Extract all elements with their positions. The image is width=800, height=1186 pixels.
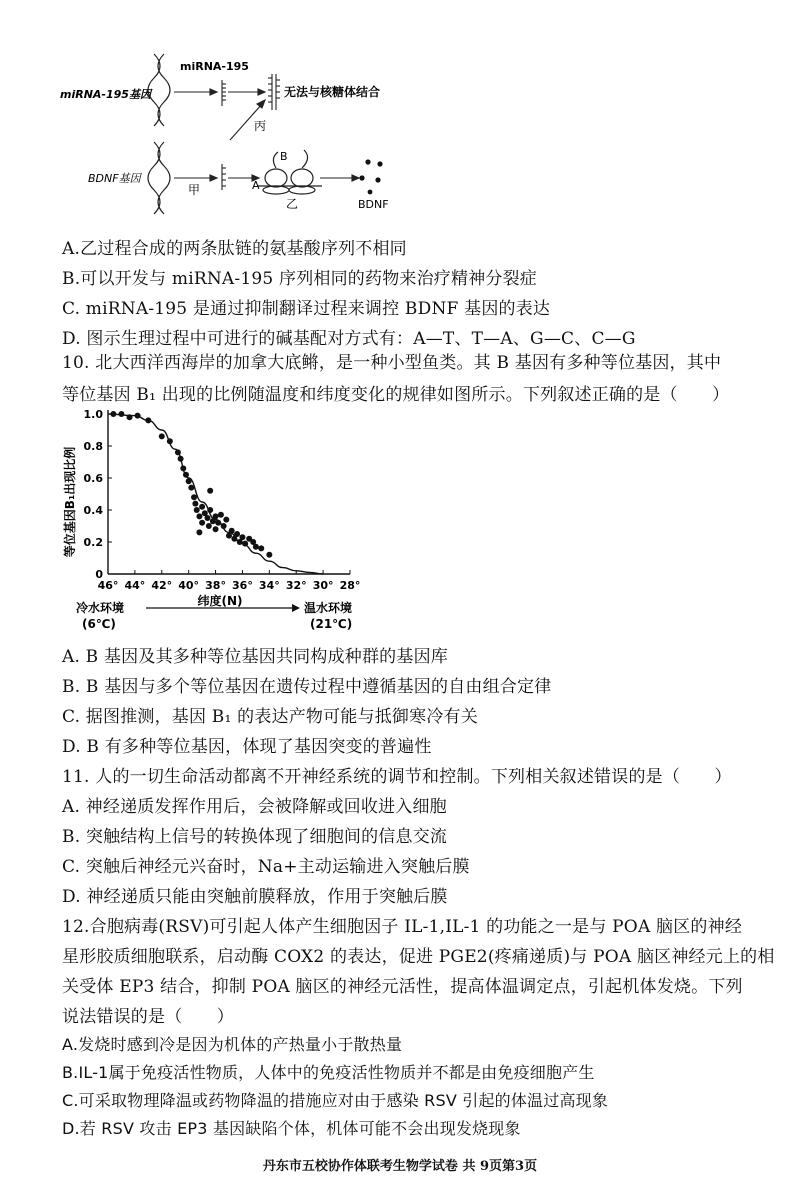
bdnf-gene-label: BDNF基因 — [88, 172, 141, 185]
cold-env-temp: (6℃) — [82, 617, 116, 631]
data-point — [167, 438, 173, 444]
data-point — [221, 523, 227, 529]
y-tick-label: 0 — [95, 568, 103, 581]
environment-arrowhead — [292, 604, 300, 612]
data-point — [207, 507, 213, 513]
x-axis-label: 纬度(N) — [197, 594, 243, 608]
data-point — [213, 526, 219, 532]
data-points — [110, 411, 272, 558]
data-point — [180, 465, 186, 471]
data-point — [159, 433, 165, 439]
data-point — [207, 488, 213, 494]
q12-stem-line1: 12.合胞病毒(RSV)可引起人体产生细胞因子 IL-1,IL-1 的功能之一是与 POA 脑区的神经 — [62, 917, 743, 937]
q11-stem: 11. 人的一切生命活动都离不开神经系统的调节和控制。下列相关叙述错误的是（ ） — [62, 767, 732, 787]
data-point — [192, 501, 198, 507]
q11-option-d: D. 神经递质只能由突触前膜释放，作用于突触后膜 — [62, 887, 448, 907]
q10-stem-line1: 10. 北大西洋西海岸的加拿大底鳉，是一种小型鱼类。其 B 基因有多种等位基因，其中 — [62, 353, 722, 373]
data-point — [266, 552, 272, 558]
data-point — [242, 541, 248, 547]
q12-stem-line3: 关受体 EP3 结合，抑制 POA 脑区的神经元活性，提高体温调定点，引起机体发烧。下列 — [62, 977, 743, 997]
cold-env-label: 冷水环境 — [76, 601, 125, 615]
q12-option-a: A.发烧时感到冷是因为机体的产热量小于散热量 — [62, 1035, 403, 1054]
q12-option-b: B.IL-1属于免疫活性物质，人体中的免疫活性物质并不都是由免疫细胞产生 — [62, 1063, 595, 1082]
data-point — [196, 529, 202, 535]
bdnf-product-label: BDNF — [358, 198, 389, 211]
q10-option-c: C. 据图推测，基因 B₁ 的表达产物可能与抵御寒冷有关 — [62, 707, 478, 727]
q10-option-a: A. B 基因及其多种等位基因共同构成种群的基因库 — [62, 647, 448, 667]
data-point — [206, 523, 212, 529]
chart-axes — [108, 410, 350, 574]
data-point — [218, 512, 224, 518]
x-tick-label: 36° — [232, 579, 253, 592]
x-tick-label: 38° — [205, 579, 226, 592]
data-point — [135, 413, 141, 419]
page-footer: 丹东市五校协作体联考生物学试卷 共 9页第3页 — [262, 1159, 538, 1174]
data-point — [188, 485, 194, 491]
x-tick-label: 44° — [124, 579, 146, 592]
data-point — [223, 517, 229, 523]
mirna-dna-helix-icon — [148, 54, 170, 126]
mirna-label: miRNA-195 — [180, 60, 249, 73]
q9-option-d: D. 图示生理过程中可进行的碱基配对方式有：A—T、T—A、G—C、C—G — [62, 329, 636, 349]
q10-stem-line2: 等位基因 B₁ 出现的比例随温度和纬度变化的规律如图所示。下列叙述正确的是（ ） — [62, 385, 730, 405]
y-tick-label: 0.4 — [83, 504, 103, 517]
step-c-label: 丙 — [254, 119, 267, 133]
data-point — [196, 513, 202, 519]
warm-env-label: 温水环境 — [304, 601, 353, 615]
q10-option-b: B. B 基因与多个等位基因在遗传过程中遵循基因的自由组合定律 — [62, 677, 552, 697]
y-tick-label: 0.2 — [83, 536, 103, 549]
step-b-label: 乙 — [286, 197, 299, 211]
fit-curve — [108, 414, 323, 574]
x-tick-label: 34° — [258, 579, 280, 592]
data-point — [183, 472, 189, 478]
q11-option-a: A. 神经递质发挥作用后，会被降解或回收进入细胞 — [62, 797, 447, 817]
y-axis-label: 等位基因B₁出现比例 — [63, 446, 77, 558]
q12-option-d: D.若 RSV 攻击 EP3 基因缺陷个体，机体可能不会出现发烧现象 — [62, 1119, 521, 1138]
data-point — [215, 520, 221, 526]
label-a: A — [252, 179, 260, 192]
q11-option-b: B. 突触结构上信号的转换体现了细胞间的信息交流 — [62, 827, 448, 847]
q11-option-c: C. 突触后神经元兴奋时，Na+主动运输进入突触后膜 — [62, 857, 470, 877]
x-tick-label: 32° — [285, 579, 307, 592]
q12-option-c: C.可采取物理降温或药物降温的措施应对由于感染 RSV 引起的体温过高现象 — [62, 1091, 609, 1110]
gene-expression-diagram — [40, 44, 440, 224]
x-tick-label: 40° — [178, 579, 200, 592]
bdnf-dna-helix-icon — [148, 142, 170, 214]
data-point — [145, 417, 151, 423]
q12-stem-line4: 说法错误的是（ ） — [62, 1007, 234, 1027]
mirna-strand — [222, 74, 280, 190]
bdnf-product-dots — [359, 159, 382, 194]
data-point — [234, 531, 240, 537]
q10-option-d: D. B 有多种等位基因，体现了基因突变的普遍性 — [62, 737, 432, 757]
x-tick-label: 42° — [151, 579, 173, 592]
step-a-label: 甲 — [188, 183, 201, 197]
data-point — [239, 534, 245, 540]
x-tick-label: 28° — [339, 579, 361, 592]
data-point — [118, 411, 124, 417]
ribosome-icon — [258, 150, 322, 194]
data-point — [175, 449, 181, 455]
data-point — [229, 528, 235, 534]
warm-env-temp: (21℃) — [310, 617, 353, 631]
data-point — [258, 545, 264, 551]
data-point — [191, 494, 197, 500]
label-b: B — [280, 150, 288, 163]
q9-option-c: C. miRNA-195 是通过抑制翻译过程来调控 BDNF 基因的表达 — [62, 299, 551, 319]
data-point — [127, 414, 133, 420]
y-tick-label: 1.0 — [83, 408, 103, 421]
data-point — [213, 513, 219, 519]
mirna-gene-label: miRNA-195基因 — [60, 88, 151, 101]
data-point — [253, 544, 259, 550]
data-point — [199, 520, 205, 526]
data-point — [199, 504, 205, 510]
data-point — [110, 411, 116, 417]
b1-latitude-chart — [60, 402, 370, 634]
q9-option-a: A.乙过程合成的两条肽链的氨基酸序列不相同 — [62, 239, 407, 259]
q9-option-b: B.可以开发与 miRNA-195 序列相同的药物来治疗精神分裂症 — [62, 269, 538, 289]
no-bind-label: 无法与核糖体结合 — [284, 85, 381, 99]
y-tick-label: 0.6 — [83, 472, 103, 485]
data-point — [204, 515, 210, 521]
data-point — [194, 507, 200, 513]
x-tick-label: 30° — [312, 579, 334, 592]
data-point — [186, 478, 192, 484]
x-tick-label: 46° — [97, 579, 119, 592]
y-tick-label: 0.8 — [83, 440, 103, 453]
q12-stem-line2: 星形胶质细胞联系，启动酶 COX2 的表达，促进 PGE2(疼痛递质)与 POA 脑区神经元上的相 — [62, 947, 775, 967]
data-point — [178, 456, 184, 462]
